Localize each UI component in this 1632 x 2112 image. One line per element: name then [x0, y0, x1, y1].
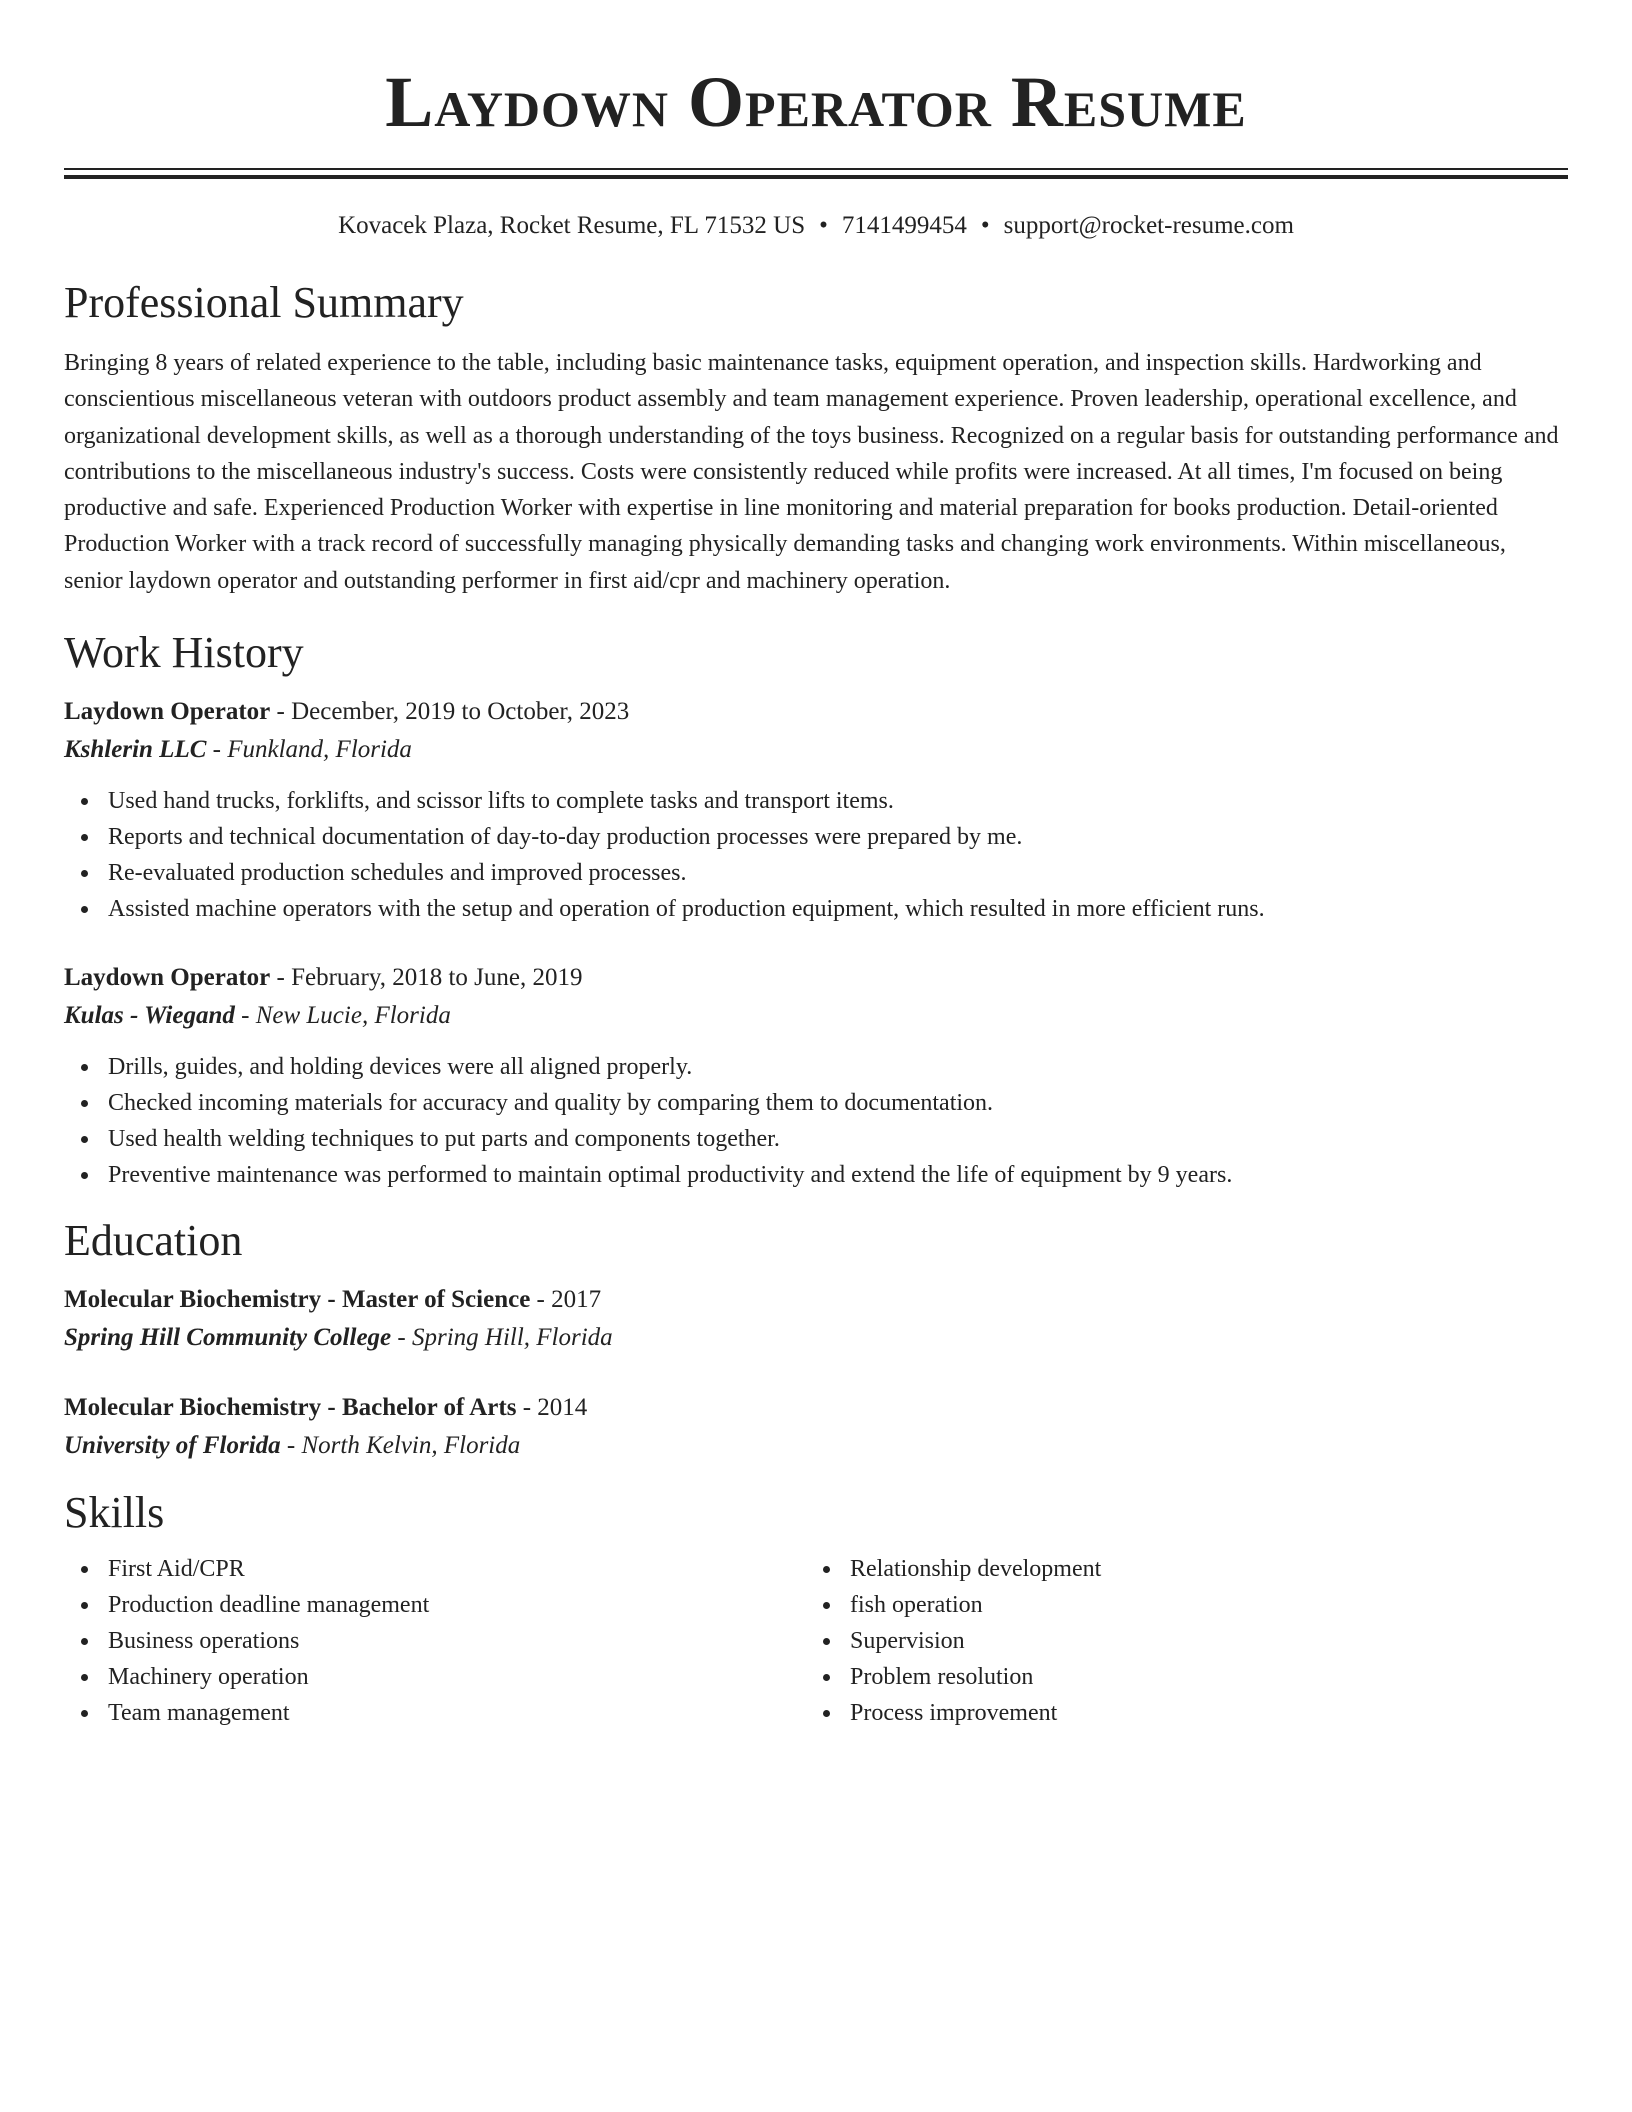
skills-list-right: [806, 1551, 1548, 1731]
job-duties-list: [64, 1049, 1568, 1193]
list-item: Used hand trucks, forklifts, and scissor lifts to complete tasks and transport items.: [64, 783, 1568, 819]
job-dates: - February, 2018 to June, 2019: [270, 964, 583, 992]
job-employer: [64, 731, 1568, 769]
skill-item: Supervision: [806, 1623, 1548, 1659]
education-school-line: [64, 1427, 1568, 1465]
contact-address: Kovacek Plaza, Rocket Resume, FL 71532 US: [338, 212, 806, 239]
job-entry: [64, 693, 1568, 927]
education-location: - Spring Hill, Florida: [391, 1324, 613, 1352]
contact-email: support@rocket-resume.com: [1003, 212, 1294, 239]
contact-phone: 7141499454: [841, 212, 967, 239]
job-duties-list: [64, 783, 1568, 927]
education-school: Spring Hill Community College: [64, 1324, 392, 1352]
job-heading: [64, 693, 1568, 731]
skill-item: Problem resolution: [806, 1659, 1548, 1695]
skill-item: Process improvement: [806, 1695, 1548, 1731]
list-item: Used health welding techniques to put parts and components together.: [64, 1121, 1568, 1157]
list-item: Checked incoming materials for accuracy and quality by comparing them to documentation.: [64, 1085, 1568, 1121]
job-employer: [64, 997, 1568, 1035]
job-title: Laydown Operator: [64, 964, 271, 992]
title-double-rule: [64, 168, 1568, 179]
skills-columns: [64, 1551, 1568, 1731]
education-heading-line: [64, 1389, 1568, 1427]
skill-item: fish operation: [806, 1587, 1548, 1623]
education-school-line: [64, 1319, 1568, 1357]
job-company: Kshlerin LLC: [64, 736, 207, 764]
contact-separator: •: [980, 212, 990, 239]
job-title: Laydown Operator: [64, 698, 271, 726]
skill-item: Business operations: [64, 1623, 806, 1659]
list-item: Re-evaluated production schedules and improved processes.: [64, 855, 1568, 891]
list-item: Assisted machine operators with the setup and operation of production equipment, which resulted in more efficient runs.: [64, 891, 1568, 927]
resume-page: [64, 0, 1568, 1731]
list-item: Reports and technical documentation of day-to-day production processes were prepared by me.: [64, 819, 1568, 855]
contact-separator: •: [819, 212, 828, 239]
skills-heading: Skills: [64, 1488, 165, 1538]
job-location: - New Lucie, Florida: [234, 1002, 451, 1030]
job-heading: [64, 959, 1568, 997]
contact-line: [64, 209, 1568, 243]
skill-item: Machinery operation: [64, 1659, 806, 1695]
education-heading-line: [64, 1281, 1568, 1319]
skill-item: Relationship development: [806, 1551, 1548, 1587]
education-entry: [64, 1389, 1568, 1465]
list-item: Drills, guides, and holding devices were all aligned properly.: [64, 1049, 1568, 1085]
skill-item: Production deadline management: [64, 1587, 806, 1623]
education-heading: Education: [64, 1216, 243, 1266]
summary-paragraph: Bringing 8 years of related experience to the table, including basic maintenance tasks, equipment operation, and inspection skills. Hardworking and conscientious miscellaneous veteran with outdoors product assembly and team management experience. Proven leadership, operational excellence, and organizational development skills, as well as a thorough understanding of the toys business. Recognized on a regular basis for outstanding performance and contributions to the miscellaneous industry's success. Costs were consistently reduced while profits were increased. At all times, I'm focused on being productive and safe. Experienced Production Worker with expertise in line monitoring and material preparation for books production. Detail-oriented Production Worker with a track record of successfully managing physically demanding tasks and changing work environments. Within miscellaneous, senior laydown operator and outstanding performer in first aid/cpr and machinery operation.: [64, 350, 1559, 594]
skill-item: First Aid/CPR: [64, 1551, 806, 1587]
job-dates: - December, 2019 to October, 2023: [270, 698, 630, 726]
job-location: - Funkland, Florida: [206, 736, 412, 764]
summary-heading: Professional Summary: [64, 278, 464, 327]
education-degree: Molecular Biochemistry - Bachelor of Arts: [64, 1394, 517, 1422]
job-company: Kulas - Wiegand: [64, 1002, 235, 1030]
skills-list-left: [64, 1551, 806, 1731]
job-entry: [64, 959, 1568, 1193]
education-location: - North Kelvin, Florida: [280, 1432, 521, 1460]
skill-item: Team management: [64, 1695, 806, 1731]
education-degree: Molecular Biochemistry - Master of Science: [64, 1286, 531, 1314]
work-history-heading: Work History: [64, 628, 304, 678]
education-year: - 2017: [530, 1286, 602, 1314]
education-entry: [64, 1281, 1568, 1357]
list-item: Preventive maintenance was performed to maintain optimal productivity and extend the life of equipment by 9 years.: [64, 1157, 1568, 1193]
education-year: - 2014: [516, 1394, 588, 1422]
education-school: University of Florida: [64, 1432, 281, 1460]
resume-title: Laydown Operator Resume: [385, 62, 1247, 142]
